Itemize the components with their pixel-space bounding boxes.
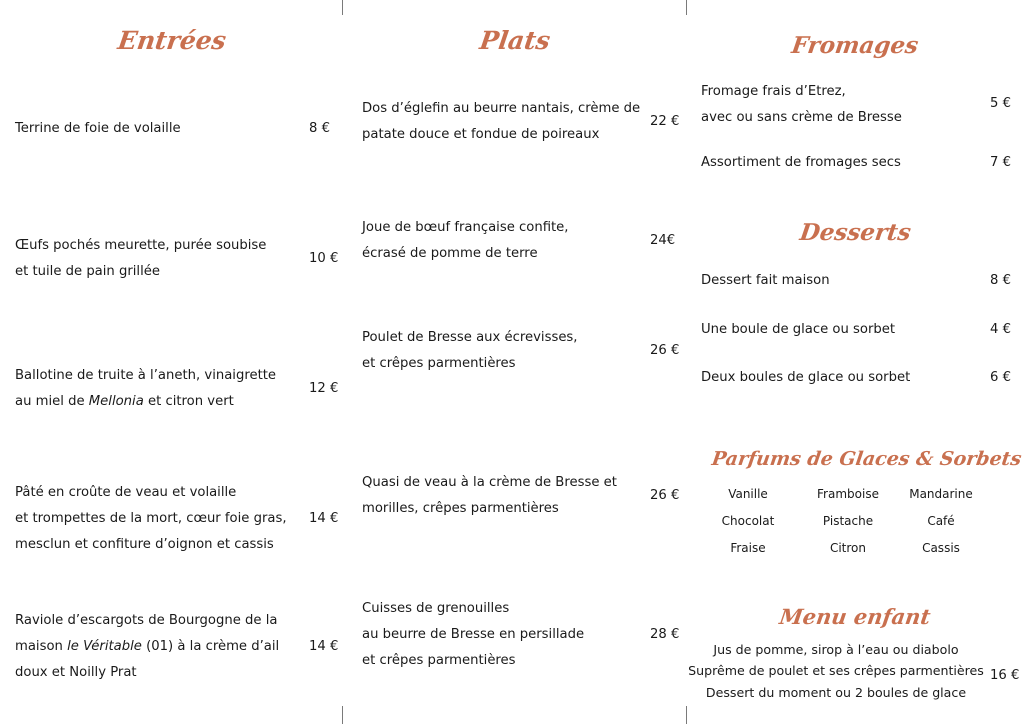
menu-item-price: 6 € xyxy=(990,370,1011,385)
menu-item-oeufs xyxy=(15,233,266,285)
fromages-heading: Fromages xyxy=(789,32,921,59)
menu-item-name: Assortiment de fromages secs xyxy=(701,155,901,170)
menu-item-joue-de-boeuf xyxy=(362,215,569,267)
menu-item-price: 4 € xyxy=(990,322,1011,337)
menu-item-name-line: écrasé de pomme de terre xyxy=(362,246,538,261)
menu-item-name-line: Dos d’églefin au beurre nantais, crème de xyxy=(362,101,641,116)
menu-item-name-line xyxy=(15,389,276,415)
kids-menu-line: Dessert du moment ou 2 boules de glace xyxy=(705,685,967,700)
menu-item-name-line: et trompettes de la mort, cœur foie gras, xyxy=(15,511,287,526)
flavor-item: Framboise xyxy=(817,487,879,501)
flavor-item: Citron xyxy=(829,541,867,555)
kids-menu-line: Jus de pomme, sirop à l’eau ou diabolo xyxy=(713,642,959,657)
menu-item-terrine xyxy=(15,116,181,142)
plats-heading: Plats xyxy=(477,26,553,55)
menu-item-name-line: doux et Noilly Prat xyxy=(15,665,137,680)
menu-item-name: Une boule de glace ou sorbet xyxy=(701,322,896,337)
menu-item-name-line: Poulet de Bresse aux écrevisses, xyxy=(362,330,578,345)
menu-item-price: 22 € xyxy=(650,114,680,129)
menu-item-price: 24€ xyxy=(650,233,676,248)
menu-item-name-line: Raviole d’escargots de Bourgogne de la xyxy=(15,613,278,628)
menu-item-deux-boules xyxy=(701,365,910,391)
desserts-heading: Desserts xyxy=(798,219,913,246)
menu-item-price: 7 € xyxy=(990,155,1011,170)
menu-item-raviole xyxy=(15,608,279,686)
menu-item-name-line: Pâté en croûte de veau et volaille xyxy=(15,485,237,500)
menu-item-name-line: Fromage frais d’Etrez, xyxy=(701,84,846,99)
menu-item-cuisses-de-grenouilles xyxy=(362,596,584,674)
menu-item-name-line: avec ou sans crème de Bresse xyxy=(701,110,902,125)
menu-item-price: 8 € xyxy=(990,273,1011,288)
column-divider-top-left xyxy=(342,0,343,15)
menu-item-pate-en-croute xyxy=(15,480,287,558)
menu-item-name-line: Joue de bœuf française confite, xyxy=(362,220,569,235)
menu-item-quasi-de-veau xyxy=(362,470,617,522)
flavor-item: Fraise xyxy=(730,541,766,555)
menu-item-name-line: mesclun et confiture d’oignon et cassis xyxy=(15,537,274,552)
text-segment: au miel de xyxy=(15,394,89,409)
menu-item-name-line: Quasi de veau à la crème de Bresse et xyxy=(362,475,617,490)
menu-item-price: 14 € xyxy=(309,639,339,654)
menu-item-name: Deux boules de glace ou sorbet xyxy=(701,370,911,385)
menu-enfant-price: 16 € xyxy=(990,668,1020,683)
text-segment: et citron vert xyxy=(143,394,234,409)
flavor-item: Café xyxy=(927,514,955,528)
menu-item-price: 28 € xyxy=(650,627,680,642)
menu-item-name-line xyxy=(15,634,279,660)
parfums-heading: Parfums de Glaces & Sorbets xyxy=(710,448,1023,470)
menu-item-name-line: au beurre de Bresse en persillade xyxy=(362,627,585,642)
menu-item-dessert-maison xyxy=(701,268,830,294)
column-divider-bottom-left xyxy=(342,706,343,724)
menu-item-price: 5 € xyxy=(990,96,1011,111)
flavor-item: Mandarine xyxy=(909,487,973,501)
menu-item-name-line: Œufs pochés meurette, purée soubise xyxy=(15,238,267,253)
menu-item-name: Terrine de foie de volaille xyxy=(15,121,181,136)
menu-item-name: Dessert fait maison xyxy=(701,273,830,288)
menu-item-name-line: morilles, crêpes parmentières xyxy=(362,501,559,516)
flavor-item: Chocolat xyxy=(721,514,775,528)
menu-item-price: 12 € xyxy=(309,381,339,396)
menu-item-name-line: et crêpes parmentières xyxy=(362,653,516,668)
menu-item-eglefin xyxy=(362,96,640,148)
menu-item-price: 14 € xyxy=(309,511,339,526)
text-segment: (01) à la crème d’ail xyxy=(141,639,280,654)
menu-item-name-line: Cuisses de grenouilles xyxy=(362,601,510,616)
menu-enfant-heading: Menu enfant xyxy=(777,604,933,629)
column-divider-bottom-right xyxy=(686,706,687,724)
menu-item-ballotine xyxy=(15,363,276,415)
kids-menu-line: Suprême de poulet et ses crêpes parmentières xyxy=(688,663,984,678)
flavor-item: Vanille xyxy=(728,487,768,501)
menu-item-price: 26 € xyxy=(650,488,680,503)
flavor-item: Cassis xyxy=(922,541,960,555)
menu-item-poulet-de-bresse xyxy=(362,325,578,377)
menu-item-name-line: patate douce et fondue de poireaux xyxy=(362,127,600,142)
text-segment: maison xyxy=(15,639,68,654)
menu-item-price: 8 € xyxy=(309,121,330,136)
column-divider-top-right xyxy=(686,0,687,15)
flavor-item: Pistache xyxy=(822,514,874,528)
menu-item-name-line: Ballotine de truite à l’aneth, vinaigrette xyxy=(15,368,277,383)
menu-item-fromage-frais xyxy=(701,79,902,131)
entrees-heading: Entrées xyxy=(116,26,228,55)
menu-item-price: 26 € xyxy=(650,343,680,358)
menu-item-price: 10 € xyxy=(309,251,339,266)
menu-item-name-line: et crêpes parmentières xyxy=(362,356,516,371)
brand-name: Mellonia xyxy=(88,394,144,409)
menu-item-une-boule xyxy=(701,317,895,343)
brand-name: le Véritable xyxy=(67,639,142,654)
menu-item-fromages-secs xyxy=(701,150,901,176)
menu-item-name-line: et tuile de pain grillée xyxy=(15,264,160,279)
